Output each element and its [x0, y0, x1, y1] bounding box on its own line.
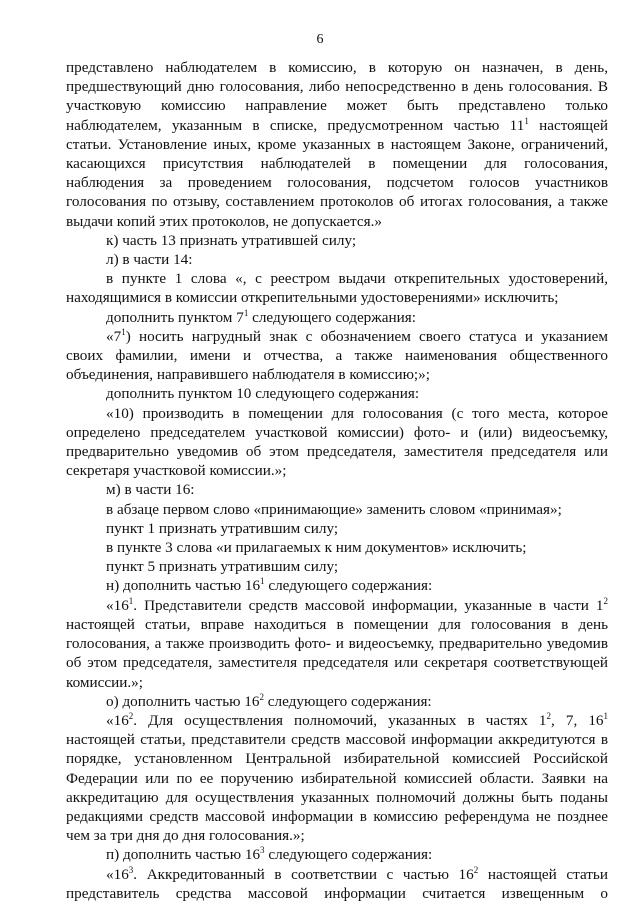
- text-line: настоящей статьи, представители средств массовой информации аккредитуются в: [66, 731, 608, 749]
- text-line: в пункте 3 слова «и прилагаемых к ним документов» исключить;: [106, 539, 527, 557]
- text-line: настоящей статьи, вправе находиться в помещении для голосования в день: [66, 615, 608, 633]
- text-line: касающихся присутствия наблюдателей в помещении для голосования,: [66, 155, 608, 173]
- text-line: «$7^1$) носить нагрудный знак с обозначением своего статуса и указанием: [106, 326, 608, 345]
- text-line: предварительно уведомив об этом председателя, заместителя председателя или: [66, 443, 608, 461]
- text-line: «10) производить в помещении для голосования (с того места, которое: [106, 404, 608, 422]
- text-line: объединения, направившего наблюдателя в комиссию;»;: [66, 366, 430, 384]
- text-line: представлено наблюдателем в комиссию, в которую он назначен, в день,: [66, 59, 608, 76]
- text-line: определено председателем участковой комиссии) фото- и (или) видеосъемку,: [66, 423, 608, 441]
- text-line: предшествующий дню голосования, либо непосредственно в день голосования. В: [66, 78, 608, 96]
- document-body: [66, 58, 608, 903]
- text-line: «$16^3$. Аккредитованный в соответствии с частью $16^2$ настоящей статьи: [106, 864, 608, 883]
- text-line: участковую комиссию направление может быть представлено только: [66, 97, 608, 115]
- text-line: пункт 1 признать утратившим силу;: [106, 519, 339, 537]
- text-line: представитель средства массовой информации считается извещенным о: [66, 884, 608, 902]
- page-number: 6: [316, 32, 324, 47]
- text-line: аккредитацию для осуществления указанных полномочий должны быть поданы: [66, 788, 608, 806]
- text-line: дополнить пунктом 10 следующего содержания:: [106, 385, 420, 403]
- text-line: м) в части 16:: [106, 481, 195, 499]
- text-line: дополнить пунктом $7^1$ следующего содержания:: [106, 307, 416, 326]
- text-line: секретаря участковой комиссии.»;: [66, 462, 287, 480]
- text-line: находящимися в комиссии открепительными удостоверениями» исключить;: [66, 289, 559, 307]
- text-line: редакциями средств массовой информации в комиссию референдума не позднее: [66, 807, 608, 825]
- text-line: п) дополнить частью $16^3$ следующего содержания:: [106, 845, 433, 864]
- text-line: порядке, установленном Центральной избирательной комиссией Российской: [66, 750, 608, 768]
- text-line: статьи. Установление иных, кроме указанных в настоящем Законе, ограничений,: [66, 135, 608, 153]
- text-line: в абзаце первом слово «принимающие» заменить словом «принимая»;: [106, 500, 562, 518]
- text-line: наблюдения за проведением голосования, подсчетом голосов участников: [66, 174, 608, 192]
- text-line: л) в части 14:: [106, 251, 193, 269]
- text-line: «$16^2$. Для осуществления полномочий, указанных в частях $1^2$, 7, $16^1$: [106, 710, 609, 729]
- text-line: о) дополнить частью $16^2$ следующего содержания:: [106, 691, 432, 710]
- text-line: н) дополнить частью $16^1$ следующего содержания:: [106, 576, 433, 595]
- text-line: комиссии.»;: [66, 673, 143, 691]
- text-line: выдачи копий этих протоколов, не допускается.»: [66, 212, 382, 230]
- text-line: голосования, а также производить фото- и видеосъемку, предварительно уведомив: [66, 635, 608, 653]
- text-line: Федерации или по ее поручению избирательной комиссией области. Заявки на: [66, 769, 608, 787]
- text-line: об этом председателя, заместителя председателя или секретаря соответствующей: [66, 654, 608, 672]
- text-line: чем за три дня до дня голосования.»;: [66, 827, 305, 845]
- text-line: пункт 5 признать утратившим силу;: [106, 558, 339, 576]
- text-line: «$16^1$. Представители средств массовой информации, указанные в части $1^2$: [106, 595, 608, 614]
- text-line: в пункте 1 слова «, с реестром выдачи открепительных удостоверений,: [106, 270, 608, 288]
- text-line: голосования по отзыву, составлением протоколов об итогах голосования, а также: [66, 193, 608, 211]
- text-line: к) часть 13 признать утратившей силу;: [106, 231, 357, 249]
- text-line: своих фамилии, имени и отчества, а также наименования общественного: [66, 347, 608, 365]
- text-line: наблюдателем, указанным в списке, предусмотренном частью $11^1$ настоящей: [66, 115, 608, 134]
